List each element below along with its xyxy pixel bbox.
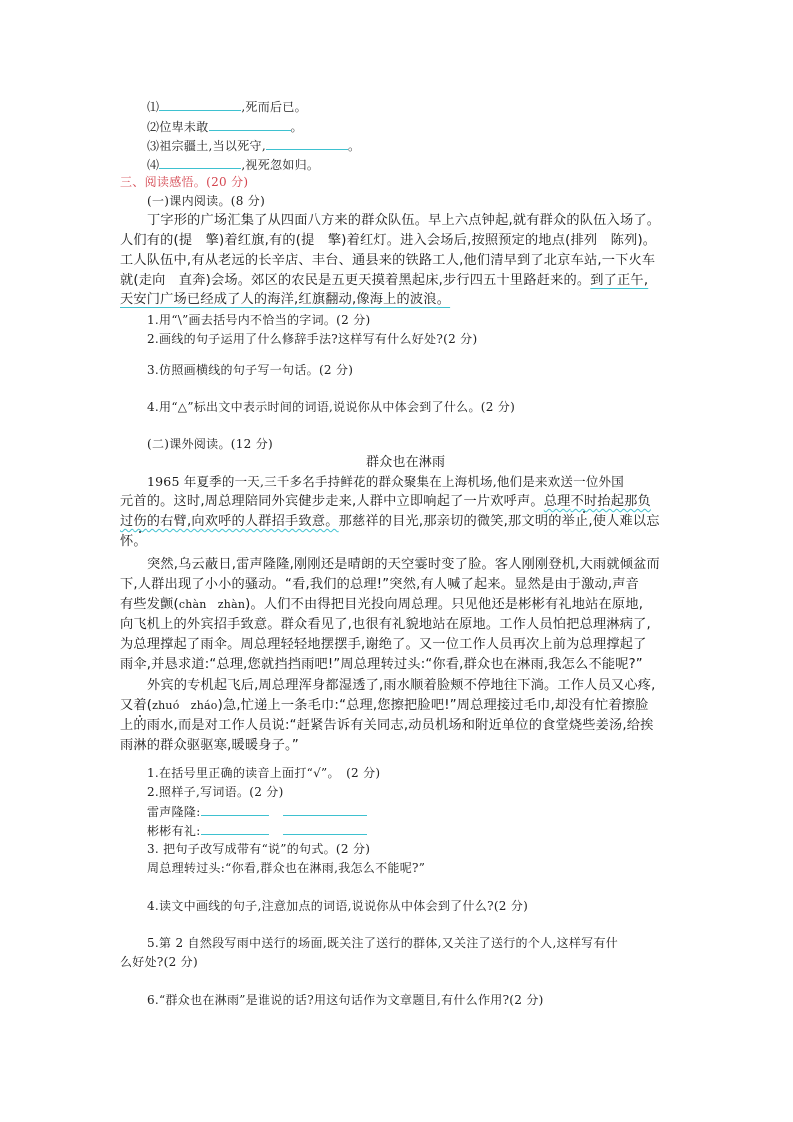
passage-line: 下,人群出现了小小的骚动。“看,我们的总理!”突然,有人喊了起来。显然是由于激动,声音 <box>120 577 640 592</box>
question-1: 1.在括号里正确的读音上面打“√”。 (2 分) <box>147 766 381 780</box>
passage-line: 工人队伍中,有从老远的长辛店、丰台、通县来的铁路工人,他们清早到了北京车站,一下火车 <box>120 253 656 268</box>
verse-text: 。 <box>290 120 303 134</box>
passage-line: 雨淋的群众驱驱寒,暖暖身子。” <box>120 738 299 753</box>
verse-text: 。 <box>347 139 361 153</box>
passage-text: ( <box>146 698 153 713</box>
passage-line <box>120 271 648 291</box>
answer-blank[interactable] <box>266 135 348 150</box>
passage-line <box>120 595 643 615</box>
answer-blank[interactable] <box>201 801 269 816</box>
emphasis-dotted-word: 不时 <box>570 494 598 509</box>
answer-blank[interactable] <box>283 801 367 816</box>
passage-line: 向飞机上的外宾招手致意。群众看见了,也很有礼貌地站在原地。工作人员怕把总理淋病了, <box>120 617 651 632</box>
part1-heading: (一)课内阅读。(8 分) <box>147 194 266 208</box>
underlined-sentence: 到了正午, <box>590 273 649 288</box>
passage-text: 元首的。这时,周总理陪同外宾健步走来,人群中立即响起了一片欢呼声。 <box>120 494 544 509</box>
verse-text: ,死而后已。 <box>241 100 307 114</box>
item-number: ⑴ <box>147 100 160 114</box>
emphasis-dotted-word: 伤 <box>133 514 147 529</box>
passage-text: )急,忙递上一条毛巾:“总理,您擦把脸吧!”周总理接过毛巾,却没有忙着擦脸 <box>217 698 649 713</box>
question-2: 2.画线的句子运用了什么修辞手法?这样写有什么好处?(2 分) <box>147 332 478 346</box>
emphasis-dotted-word: 着 <box>133 698 147 713</box>
fill-blank-2 <box>147 116 303 137</box>
passage-line <box>120 696 649 716</box>
passage-text: 那慈祥的目光,那亲切的微笑,那文明的举止,使人难以忘 <box>338 514 660 529</box>
passage-line: 为总理撑起了雨伞。周总理轻轻地摆摆手,谢绝了。又一位工作人员再次上前为总理撑起了 <box>120 637 647 652</box>
passage-line <box>120 492 651 512</box>
passage-text: 过 <box>120 514 134 529</box>
fill-blank-3 <box>147 135 360 156</box>
underlined-sentence: 天安门广场已经成了人的海洋,红旗翻动,像海上的波浪。 <box>120 292 451 307</box>
passage-text: 总理 <box>543 494 571 509</box>
section-heading: 三、阅读感悟。(20 分) <box>120 175 249 189</box>
answer-blank[interactable] <box>209 116 291 131</box>
question-2: 2.照样子,写词语。(2 分) <box>147 785 284 799</box>
passage-text: 有些发颤( <box>120 597 179 612</box>
verse-text: 位卑未敢 <box>159 120 209 134</box>
question-5-cont: 么好处?(2 分) <box>120 955 198 969</box>
passage-text: 又 <box>120 698 134 713</box>
passage-line: 人们有的(提 擎)着红旗,有的(提 擎)着红灯。进入会场后,按照预定的地点(排列 陈列)。 <box>120 233 657 248</box>
passage-line <box>147 472 624 493</box>
pinyin-options[interactable]: chàn zhàn <box>178 598 246 611</box>
answer-blank[interactable] <box>201 820 269 835</box>
question-1: 1.用“\”画去括号内不恰当的字词。(2 分) <box>147 313 371 327</box>
passage-line: 雨伞,并恳求道:“总理,您就挡挡雨吧!”周总理转过头:“你看,群众也在淋雨,我怎么不能呢?” <box>120 657 643 672</box>
question-4: 4.用“△”标出文中表示时间的词语,说说你从中体会到了什么。(2 分) <box>147 400 516 414</box>
part2-heading: (二)课外阅读。(12 分) <box>147 437 274 451</box>
passage-text: 1965 年夏季的一天,三千多名手持鲜花的群众聚集在上海机场,他们是来欢送一位外国 <box>147 474 624 489</box>
example-word: 彬彬有礼: <box>147 824 201 838</box>
question-5: 5.第 2 自然段写雨中送行的场面,既关注了送行的群体,又关注了送行的个人,这样写有什 <box>147 936 619 950</box>
passage-text: 抬起那负 <box>597 494 651 509</box>
question-4: 4.读文中画线的句子,注意加点的词语,说说你从中体会到了什么?(2 分) <box>147 899 529 913</box>
wavy-underlined-sentence <box>120 514 339 529</box>
item-number: ⑶ <box>147 139 160 153</box>
pinyin-options[interactable]: zhuó zháo <box>152 699 218 712</box>
fill-blank-1 <box>147 96 307 117</box>
wavy-underlined-sentence <box>544 494 651 509</box>
verse-text: 祖宗疆土,当以死守, <box>159 139 266 153</box>
quoted-sentence: 周总理转过头:“你看,群众也在淋雨,我怎么不能呢?” <box>147 861 426 875</box>
passage-line: 怀。 <box>120 534 147 549</box>
passage-line: 突然,乌云蔽日,雷声隆隆,刚刚还是晴朗的天空霎时变了脸。客人刚刚登机,大雨就倾盆而 <box>147 557 660 572</box>
answer-blank[interactable] <box>283 820 367 835</box>
article-title: 群众也在淋雨 <box>366 455 446 470</box>
question-3: 3.仿照画横线的句子写一句话。(2 分) <box>147 363 354 377</box>
passage-text: 就(走向 直奔)会场。郊区的农民是五更天摸着黑起床,步行四五十里路赶来的。 <box>120 273 591 288</box>
passage-text: 的右臂,向欢呼的人群招手致意。 <box>146 514 339 529</box>
question-6: 6.“群众也在淋雨”是谁说的话?用这句话作为文章题目,有什么作用?(2 分) <box>147 993 544 1007</box>
verse-text: ,视死忽如归。 <box>241 158 320 172</box>
item-number: ⑵ <box>147 120 160 134</box>
passage-line: 丁字形的广场汇集了从四面八方来的群众队伍。早上六点钟起,就有群众的队伍入场了。 <box>147 213 661 228</box>
passage-text: )。人们不由得把目光投向周总理。只见他还是彬彬有礼地站在原地, <box>245 597 644 612</box>
question-3: 3. 把句子改写成带有“说”的句式。(2 分) <box>147 842 371 856</box>
item-number: ⑷ <box>147 158 160 172</box>
word-example-2 <box>147 820 367 841</box>
passage-line: 上的雨水,而是对工作人员说:“赶紧告诉有关同志,动员机场和附近单位的食堂烧些姜汤,给挨 <box>120 718 654 733</box>
word-example-1 <box>147 801 367 822</box>
example-word: 雷声隆隆: <box>147 805 201 819</box>
passage-line <box>120 512 660 532</box>
answer-blank[interactable] <box>159 154 241 169</box>
passage-line: 外宾的专机起飞后,周总理浑身都湿透了,雨水顺着脸颊不停地往下淌。工作人员又心疼, <box>147 678 656 693</box>
passage-line <box>120 290 450 310</box>
answer-blank[interactable] <box>159 96 241 111</box>
